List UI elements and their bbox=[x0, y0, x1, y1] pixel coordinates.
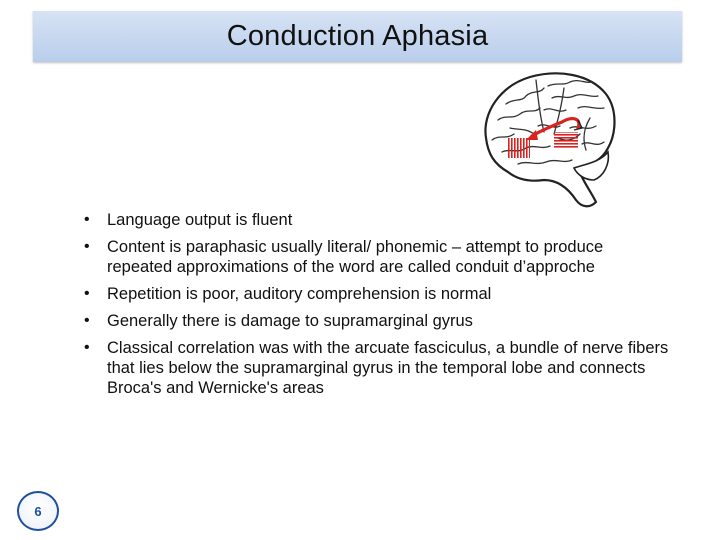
slide-title: Conduction Aphasia bbox=[226, 20, 489, 52]
bullet-list bbox=[70, 210, 670, 405]
list-item: • Content is paraphasic usually literal/ phonemic – attempt to produce repeated approximations of the word are called conduit d’approche bbox=[84, 238, 604, 276]
list-item: • Classical correlation was with the arcuate fasciculus, a bundle of nerve fibers that lies below the supramarginal gyrus in the temporal lobe and connects Broca's and Wernicke's areas bbox=[84, 339, 669, 397]
title-bar bbox=[33, 11, 682, 62]
page-number: 6 bbox=[34, 503, 42, 519]
list-item: • Generally there is damage to supramarginal gyrus bbox=[84, 312, 473, 330]
list-item: • Language output is fluent bbox=[84, 211, 293, 229]
page-number-badge bbox=[17, 491, 59, 531]
list-item: • Repetition is poor, auditory comprehension is normal bbox=[84, 285, 492, 303]
brain-lateral-view-icon bbox=[478, 68, 618, 216]
